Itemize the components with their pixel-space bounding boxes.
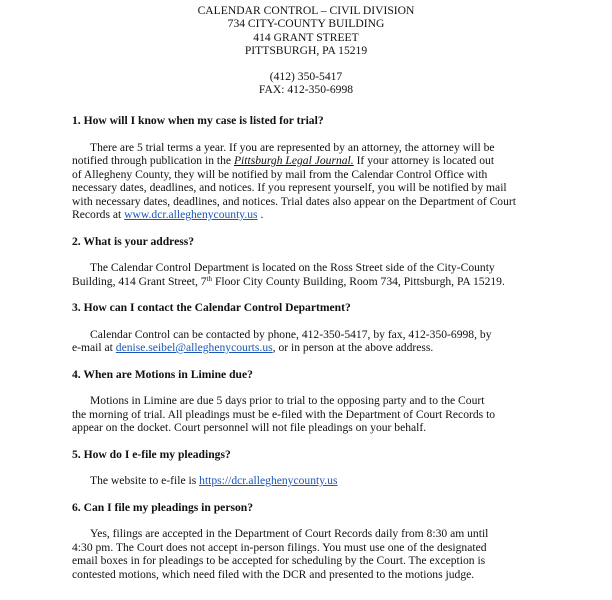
answer-3-line: Calendar Control can be contacted by phone, 412-350-5417, by fax, 412-350-6998, by [90,327,492,341]
question-4-heading: 4. When are Motions in Limine due? [72,367,253,381]
answer-2-line: Building, 414 Grant Street, 7th Floor City County Building, Room 734, Pittsburgh, PA 15219. [72,274,505,288]
question-5-heading: 5. How do I e-file my pleadings? [72,447,231,461]
header-phone: (412) 350-5417 [269,70,343,84]
answer-6-line: email boxes in for pleadings to be accepted for scheduling by the Court. The exception is [72,554,486,567]
ordinal-suffix: th [206,274,213,283]
answer-6-line: contested motions, which need filed with the DCR and presented to the motions judge. [72,567,475,581]
answer-4 [72,394,550,435]
answer-1-line: There are 5 trial terms a year. If you are represented by an attorney, the attorney will be [90,140,495,154]
header-fax: FAX: 412-350-6998 [258,83,354,97]
header-city: PITTSBURGH, PA 15219 [244,43,368,57]
answer-6 [72,527,550,581]
answer-1-line: of Allegheny County, they will be notified by mail from the Calendar Control Office with [72,167,488,181]
efile-website-link[interactable]: https://dcr.alleghenycounty.us [199,474,338,487]
answer-1 [72,141,550,222]
question-3-heading: 3. How can I contact the Calendar Control Department? [72,301,351,314]
answer-6-line: 4:30 pm. The Court does not accept in-person filings. You must use one of the designated [72,540,487,554]
answer-3-line: e-mail at denise.seibel@alleghenycourts.us, or in person at the above address. [72,341,434,354]
answer-5-line: The website to e-file is https://dcr.alleghenycounty.us [90,474,338,487]
answer-1-line: Records at www.dcr.alleghenycounty.us . [72,208,264,221]
answer-4-line: Motions in Limine are due 5 days prior to trial to the opposing party and to the Court [90,394,485,407]
answer-5 [72,474,550,488]
answer-4-line: the morning of trial. All pleadings must be e-filed with the Department of Court Records to [72,407,496,421]
answer-1-line: with necessary dates, deadlines, and notices. Trial dates also appear on the Department of Court [72,194,516,208]
question-2-heading: 2. What is your address? [72,234,195,248]
answer-2 [72,261,550,288]
answer-2-line: The Calendar Control Department is located on the Ross Street side of the City-County [90,261,495,274]
question-6-heading: 6. Can I file my pleadings in person? [72,500,254,514]
answer-4-line: appear on the docket. Court personnel will not file pleadings on your behalf. [72,421,427,434]
header-office-title: CALENDAR CONTROL – CIVIL DIVISION [197,4,415,17]
question-1-heading: 1. How will I know when my case is listed for trial? [72,114,324,127]
email-link[interactable]: denise.seibel@alleghenycourts.us [115,341,273,354]
answer-3 [72,328,550,355]
answer-1-line: notified through publication in the Pittsburgh Legal Journal. If your attorney is located out [72,154,495,167]
dcr-website-link[interactable]: www.dcr.alleghenycounty.us [124,208,258,221]
answer-1-line: necessary dates, deadlines, and notices. If you represent yourself, you will be notified by mail [72,181,507,194]
letterhead [0,4,612,97]
answer-6-line: Yes, filings are accepted in the Department of Court Records daily from 8:30 am until [90,527,489,540]
faq-content [72,114,550,594]
journal-name: Pittsburgh Legal Journal. [233,154,354,167]
header-building: 734 CITY-COUNTY BUILDING [227,17,385,31]
header-street: 414 GRANT STREET [253,30,359,44]
